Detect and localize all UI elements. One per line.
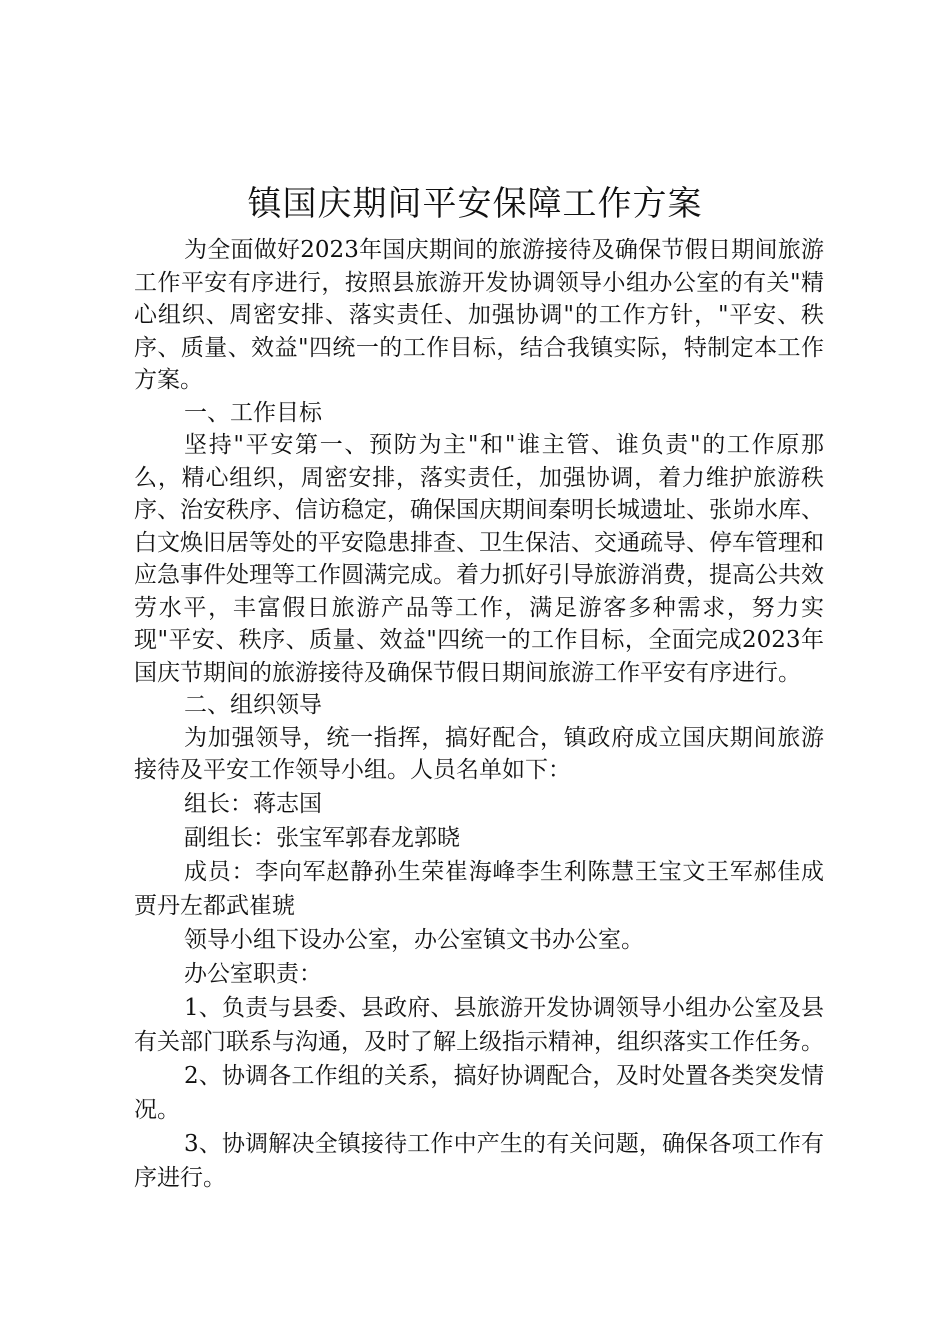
document-body xyxy=(134,234,824,1195)
members-list: 成员：李向军赵静孙生荣崔海峰李生利陈慧王宝文王军郝佳成贾丹左都武崔琥 xyxy=(134,858,824,919)
deputy-leaders: 副组长：张宝军郭春龙郭晓 xyxy=(184,824,460,851)
document-title: 镇国庆期间平安保障工作方案 xyxy=(247,184,703,224)
section-heading-goals: 一、工作目标 xyxy=(184,399,322,426)
goals-paragraph: 坚持"平安第一、预防为主"和"谁主管、谁负责"的工作原那么，精心组织，周密安排，落实责任，加强协调，着力维护旅游秩序、治安秩序、信访稳定，确保国庆期间秦明长城遗址、张峁水库、白文焕旧居等处的平安隐患排查、卫生保洁、交通疏导、停车管理和应急事件处理等工作圆满完成。着力抓好引导旅游消费，提高公共效劳水平，丰富假日旅游产品等工作，满足游客多种需求，努力实现"平安、秩序、质量、效益"四统一的工作目标，全面完成2023年国庆节期间的旅游接待及确保节假日期间旅游工作平安有序进行。 xyxy=(134,432,824,686)
office-duties-heading: 办公室职责： xyxy=(184,960,322,987)
office-setup: 领导小组下设办公室，办公室镇文书办公室。 xyxy=(184,926,644,953)
duty-item-1: 1、负责与县委、县政府、县旅游开发协调领导小组办公室及县有关部门联系与沟通，及时了解上级指示精神，组织落实工作任务。 xyxy=(134,994,824,1055)
organization-paragraph: 为加强领导，统一指挥，搞好配合，镇政府成立国庆期间旅游接待及平安工作领导小组。人员名单如下： xyxy=(134,724,824,783)
intro-paragraph: 为全面做好2023年国庆期间的旅游接待及确保节假日期间旅游工作平安有序进行，按照县旅游开发协调领导小组办公室的有关"精心组织、周密安排、落实责任、加强协调"的工作方针，"平安、秩序、质量、效益"四统一的工作目标，结合我镇实际，特制定本工作方案。 xyxy=(134,237,824,393)
section-heading-organization: 二、组织领导 xyxy=(184,692,322,718)
duty-item-3: 3、协调解决全镇接待工作中产生的有关问题，确保各项工作有序进行。 xyxy=(134,1130,824,1191)
duty-item-2: 2、协调各工作组的关系，搞好协调配合，及时处置各类突发情况。 xyxy=(134,1062,824,1123)
group-leader: 组长：蒋志国 xyxy=(184,790,322,817)
